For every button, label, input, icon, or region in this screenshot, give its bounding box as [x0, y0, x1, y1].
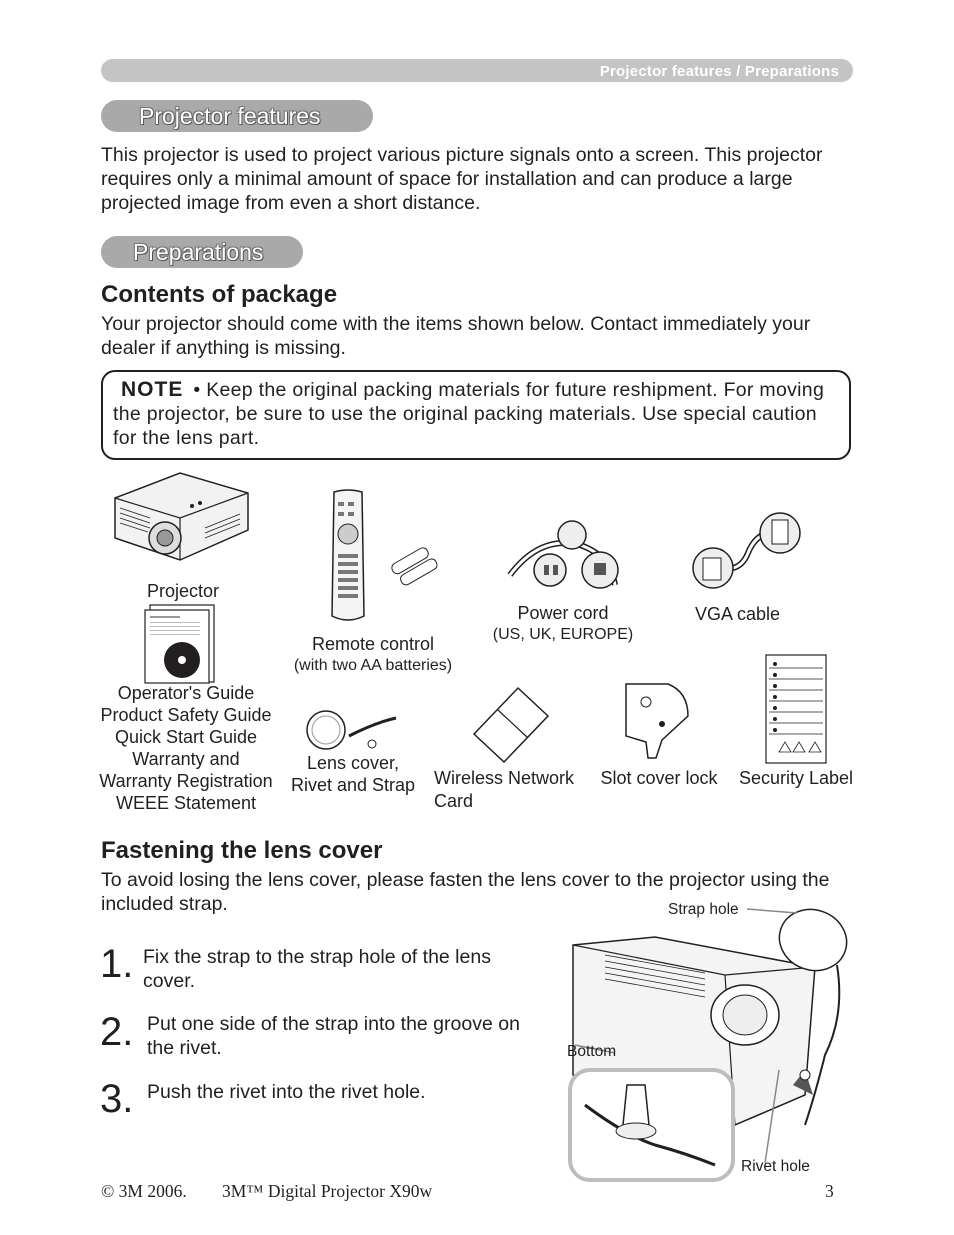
doc-3: Quick Start Guide — [114, 727, 258, 747]
fastening-heading: Fastening the lens cover — [101, 837, 383, 864]
security-label-illustration — [765, 654, 827, 764]
page-number: 3 — [825, 1181, 834, 1201]
step-1-number: 1. — [100, 942, 134, 986]
label-slot-cover-lock: Slot cover lock — [600, 768, 718, 788]
label-lens-cover — [283, 752, 423, 796]
callout-rivet-hole: Rivet hole — [741, 1158, 810, 1175]
callout-bottom: Bottom — [567, 1043, 617, 1060]
step-3-text: Push the rivet into the rivet hole. — [147, 1081, 426, 1103]
slot-cover-lock-illustration — [622, 680, 692, 760]
label-projector: Projector — [146, 581, 220, 601]
lens-cover-illustration — [304, 708, 404, 754]
step-2-text: Put one side of the strap into the groove on the rivet. — [147, 1013, 520, 1059]
label-documents — [96, 682, 276, 814]
running-title: Projector features / Preparations — [599, 63, 839, 80]
projector-features-text: This projector is used to project various picture signals onto a screen. This projector requires only a minimal amount of space for installation and can produce a large projected image from even a short distance. — [101, 144, 823, 214]
label-vga-cable: VGA cable — [694, 604, 781, 624]
step-2-number: 2. — [100, 1010, 134, 1054]
label-power-cord — [480, 602, 646, 646]
lens-cover-line-1: Lens cover, — [306, 753, 400, 773]
remote-control-illustration — [328, 488, 438, 624]
wireless-card-illustration — [472, 686, 550, 766]
remote-control-note: (with two AA batteries) — [293, 657, 453, 674]
power-cord-note: (US, UK, EUROPE) — [492, 626, 634, 643]
wireless-card-line-1: Wireless Network — [434, 768, 575, 788]
label-remote-control — [290, 633, 456, 677]
running-header — [101, 59, 853, 82]
section-title-projector-features: Projector features — [101, 100, 373, 132]
lens-cover-line-2: Rivet and Strap — [290, 775, 416, 795]
vga-cable-illustration — [688, 508, 803, 593]
doc-5: Warranty Registration — [99, 771, 273, 791]
note-label: NOTE — [121, 378, 184, 401]
contents-heading: Contents of package — [101, 281, 338, 308]
label-wireless-card — [434, 767, 574, 813]
doc-2: Product Safety Guide — [100, 705, 272, 725]
doc-1: Operator's Guide — [117, 683, 255, 703]
note-box — [101, 370, 851, 460]
doc-4: Warranty and — [132, 749, 240, 769]
section-title-preparations: Preparations — [101, 236, 303, 268]
remote-control-name: Remote control — [311, 634, 435, 654]
contents-text: Your projector should come with the items shown below. Contact immediately your dealer if anything is missing. — [101, 313, 811, 359]
projector-illustration — [110, 468, 250, 568]
wireless-card-line-2: Card — [434, 791, 474, 811]
footer-copyright: © 3M 2006. — [101, 1181, 187, 1201]
doc-6: WEEE Statement — [115, 793, 257, 813]
lens-cover-fastening-diagram — [565, 895, 855, 1185]
power-cord-illustration — [500, 515, 625, 600]
label-security-label: Security Label — [738, 768, 854, 788]
fastening-text: To avoid losing the lens cover, please fasten the lens cover to the projector using the included strap. — [101, 869, 830, 915]
step-3-number: 3. — [100, 1077, 134, 1121]
power-cord-name: Power cord — [517, 603, 609, 623]
footer-product: 3M™ Digital Projector X90w — [222, 1181, 433, 1201]
documents-illustration — [144, 604, 216, 684]
callout-strap-hole: Strap hole — [668, 901, 739, 918]
step-1-text: Fix the strap to the strap hole of the lens cover. — [143, 946, 491, 992]
note-text: • Keep the original packing materials for future reshipment. For moving the projector, be sure to use the original packing materials. Use special caution for the lens part. — [113, 379, 825, 449]
